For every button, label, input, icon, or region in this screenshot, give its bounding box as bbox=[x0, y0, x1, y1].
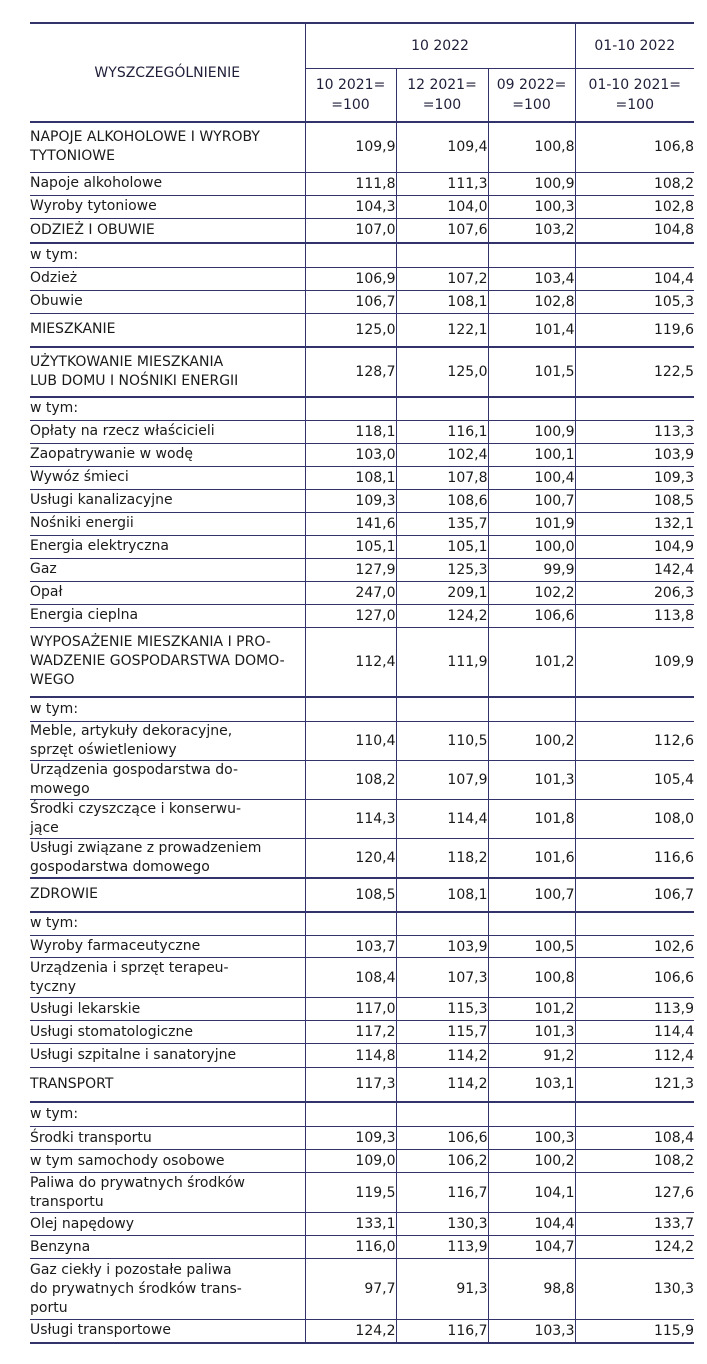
index-value-cell: 100,3 bbox=[488, 195, 575, 218]
index-value-cell: 102,6 bbox=[575, 936, 694, 958]
row-label: Gaz ciekły i pozostałe paliwa do prywatnych środków trans- portu bbox=[30, 1259, 305, 1320]
index-value-cell bbox=[305, 912, 396, 936]
table-row bbox=[30, 1173, 694, 1213]
table-row bbox=[30, 313, 694, 347]
index-value-cell: 100,0 bbox=[488, 535, 575, 558]
row-label: ZDROWIE bbox=[30, 878, 305, 912]
index-value-cell: 209,1 bbox=[396, 581, 488, 604]
index-value-cell: 104,4 bbox=[575, 267, 694, 290]
index-value-cell: 108,2 bbox=[305, 760, 396, 799]
index-value-cell bbox=[396, 697, 488, 721]
table-row bbox=[30, 1102, 694, 1127]
index-value-cell: 106,8 bbox=[575, 122, 694, 172]
row-label: Odzież bbox=[30, 267, 305, 290]
index-value-cell: 116,6 bbox=[575, 838, 694, 878]
index-value-cell: 103,4 bbox=[488, 267, 575, 290]
table-row bbox=[30, 558, 694, 581]
row-label: w tym: bbox=[30, 1102, 305, 1127]
index-value-cell: 101,3 bbox=[488, 760, 575, 799]
index-value-cell: 100,7 bbox=[488, 878, 575, 912]
index-value-cell: 117,2 bbox=[305, 1021, 396, 1044]
index-value-cell: 100,4 bbox=[488, 466, 575, 489]
table-row bbox=[30, 998, 694, 1021]
index-value-cell bbox=[488, 912, 575, 936]
index-value-cell bbox=[305, 243, 396, 267]
index-value-cell bbox=[488, 697, 575, 721]
index-value-cell: 127,6 bbox=[575, 1173, 694, 1213]
index-value-cell: 105,1 bbox=[305, 535, 396, 558]
label-column-header: WYSZCZEGÓLNIENIE bbox=[30, 23, 305, 122]
index-value-cell: 108,5 bbox=[575, 489, 694, 512]
index-value-cell: 100,7 bbox=[488, 489, 575, 512]
index-value-cell: 111,8 bbox=[305, 172, 396, 195]
index-value-cell: 109,3 bbox=[305, 1127, 396, 1150]
index-value-cell: 101,2 bbox=[488, 998, 575, 1021]
index-value-cell: 119,6 bbox=[575, 313, 694, 347]
table-row bbox=[30, 489, 694, 512]
index-value-cell: 122,5 bbox=[575, 347, 694, 397]
index-value-cell: 116,0 bbox=[305, 1236, 396, 1259]
group-header-cumulative: 01-10 2022 bbox=[575, 23, 694, 69]
index-value-cell: 102,8 bbox=[488, 290, 575, 313]
index-value-cell: 114,2 bbox=[396, 1044, 488, 1068]
row-label: Nośniki energii bbox=[30, 512, 305, 535]
index-value-cell: 107,6 bbox=[396, 218, 488, 243]
table-row bbox=[30, 267, 694, 290]
index-value-cell: 108,1 bbox=[396, 290, 488, 313]
index-value-cell: 108,1 bbox=[396, 878, 488, 912]
row-label: ODZIEŻ I OBUWIE bbox=[30, 218, 305, 243]
index-value-cell: 108,1 bbox=[305, 466, 396, 489]
index-value-cell: 106,7 bbox=[575, 878, 694, 912]
table-row bbox=[30, 535, 694, 558]
index-value-cell: 107,9 bbox=[396, 760, 488, 799]
index-value-cell: 117,0 bbox=[305, 998, 396, 1021]
index-value-cell: 105,3 bbox=[575, 290, 694, 313]
row-label: w tym: bbox=[30, 397, 305, 420]
index-value-cell: 135,7 bbox=[396, 512, 488, 535]
index-value-cell: 120,4 bbox=[305, 838, 396, 878]
index-value-cell: 103,7 bbox=[305, 936, 396, 958]
row-label: MIESZKANIE bbox=[30, 313, 305, 347]
table-row bbox=[30, 1127, 694, 1150]
index-value-cell: 108,0 bbox=[575, 799, 694, 838]
table-row bbox=[30, 912, 694, 936]
index-value-cell: 115,9 bbox=[575, 1320, 694, 1343]
index-value-cell bbox=[396, 912, 488, 936]
row-label: Środki czyszczące i konserwu- jące bbox=[30, 799, 305, 838]
row-label: Usługi związane z prowadzeniem gospodarstwa domowego bbox=[30, 838, 305, 878]
index-value-cell: 106,2 bbox=[396, 1150, 488, 1173]
row-label: Benzyna bbox=[30, 1236, 305, 1259]
index-value-cell: 101,4 bbox=[488, 313, 575, 347]
table-row bbox=[30, 1044, 694, 1068]
index-value-cell: 108,2 bbox=[575, 1150, 694, 1173]
index-value-cell: 109,3 bbox=[575, 466, 694, 489]
index-value-cell: 101,6 bbox=[488, 838, 575, 878]
row-label: Opał bbox=[30, 581, 305, 604]
table-row bbox=[30, 1021, 694, 1044]
table-row bbox=[30, 697, 694, 721]
index-value-cell bbox=[488, 1102, 575, 1127]
index-value-cell: 100,1 bbox=[488, 443, 575, 466]
row-label: UŻYTKOWANIE MIESZKANIA LUB DOMU I NOŚNIKI ENERGII bbox=[30, 347, 305, 397]
table-row bbox=[30, 581, 694, 604]
row-label: Urządzenia gospodarstwa do- mowego bbox=[30, 760, 305, 799]
index-value-cell: 111,9 bbox=[396, 627, 488, 697]
index-value-cell: 106,6 bbox=[575, 958, 694, 998]
index-value-cell: 109,9 bbox=[575, 627, 694, 697]
row-label: Usługi szpitalne i sanatoryjne bbox=[30, 1044, 305, 1068]
index-value-cell bbox=[305, 1102, 396, 1127]
row-label: Usługi transportowe bbox=[30, 1320, 305, 1343]
index-value-cell: 114,4 bbox=[396, 799, 488, 838]
index-value-cell bbox=[575, 397, 694, 420]
index-value-cell: 114,3 bbox=[305, 799, 396, 838]
row-label: TRANSPORT bbox=[30, 1068, 305, 1102]
index-value-cell: 100,2 bbox=[488, 1150, 575, 1173]
index-value-cell: 100,5 bbox=[488, 936, 575, 958]
index-value-cell: 106,6 bbox=[396, 1127, 488, 1150]
row-label: w tym: bbox=[30, 243, 305, 267]
index-value-cell: 124,2 bbox=[305, 1320, 396, 1343]
index-value-cell: 100,8 bbox=[488, 958, 575, 998]
index-value-cell: 108,6 bbox=[396, 489, 488, 512]
index-value-cell bbox=[575, 912, 694, 936]
table-row bbox=[30, 936, 694, 958]
index-value-cell: 101,2 bbox=[488, 627, 575, 697]
row-label: Wyroby tytoniowe bbox=[30, 195, 305, 218]
index-value-cell bbox=[396, 397, 488, 420]
table-row bbox=[30, 443, 694, 466]
table-row bbox=[30, 1236, 694, 1259]
price-index-table bbox=[30, 22, 694, 1344]
index-value-cell: 100,9 bbox=[488, 420, 575, 443]
index-value-cell: 124,2 bbox=[575, 1236, 694, 1259]
table-row bbox=[30, 760, 694, 799]
index-value-cell: 116,7 bbox=[396, 1173, 488, 1213]
row-label: Obuwie bbox=[30, 290, 305, 313]
index-value-cell: 100,9 bbox=[488, 172, 575, 195]
index-value-cell: 128,7 bbox=[305, 347, 396, 397]
index-value-cell: 104,1 bbox=[488, 1173, 575, 1213]
row-label: Gaz bbox=[30, 558, 305, 581]
index-value-cell: 132,1 bbox=[575, 512, 694, 535]
index-value-cell: 115,7 bbox=[396, 1021, 488, 1044]
index-value-cell: 133,7 bbox=[575, 1213, 694, 1236]
table-row bbox=[30, 1320, 694, 1343]
index-value-cell: 130,3 bbox=[575, 1259, 694, 1320]
index-value-cell: 108,4 bbox=[305, 958, 396, 998]
index-value-cell: 124,2 bbox=[396, 604, 488, 627]
index-value-cell: 91,3 bbox=[396, 1259, 488, 1320]
index-value-cell: 104,4 bbox=[488, 1213, 575, 1236]
index-value-cell: 130,3 bbox=[396, 1213, 488, 1236]
group-header-month: 10 2022 bbox=[305, 23, 575, 69]
table-row bbox=[30, 195, 694, 218]
index-value-cell: 107,0 bbox=[305, 218, 396, 243]
sub-header-cumulative-yoy: 01-10 2021= =100 bbox=[575, 69, 694, 123]
row-label: Opłaty na rzecz właścicieli bbox=[30, 420, 305, 443]
index-value-cell: 125,0 bbox=[396, 347, 488, 397]
index-value-cell: 121,3 bbox=[575, 1068, 694, 1102]
table-row bbox=[30, 347, 694, 397]
index-value-cell: 101,5 bbox=[488, 347, 575, 397]
index-value-cell: 108,5 bbox=[305, 878, 396, 912]
index-value-cell: 113,3 bbox=[575, 420, 694, 443]
index-value-cell: 102,2 bbox=[488, 581, 575, 604]
index-value-cell bbox=[488, 397, 575, 420]
index-value-cell: 114,4 bbox=[575, 1021, 694, 1044]
index-value-cell: 103,1 bbox=[488, 1068, 575, 1102]
table-row bbox=[30, 420, 694, 443]
index-value-cell: 206,3 bbox=[575, 581, 694, 604]
table-row bbox=[30, 958, 694, 998]
index-value-cell: 113,9 bbox=[396, 1236, 488, 1259]
index-value-cell: 105,4 bbox=[575, 760, 694, 799]
index-value-cell bbox=[305, 697, 396, 721]
row-label: Paliwa do prywatnych środków transportu bbox=[30, 1173, 305, 1213]
index-value-cell bbox=[575, 697, 694, 721]
row-label: w tym samochody osobowe bbox=[30, 1150, 305, 1173]
index-value-cell: 119,5 bbox=[305, 1173, 396, 1213]
index-value-cell: 106,6 bbox=[488, 604, 575, 627]
index-value-cell: 103,2 bbox=[488, 218, 575, 243]
index-value-cell: 106,9 bbox=[305, 267, 396, 290]
index-value-cell: 97,7 bbox=[305, 1259, 396, 1320]
index-value-cell: 112,4 bbox=[575, 1044, 694, 1068]
index-value-cell: 109,0 bbox=[305, 1150, 396, 1173]
table-row bbox=[30, 878, 694, 912]
index-value-cell bbox=[488, 243, 575, 267]
row-label: Usługi lekarskie bbox=[30, 998, 305, 1021]
table-row bbox=[30, 799, 694, 838]
index-value-cell: 142,4 bbox=[575, 558, 694, 581]
row-label: Energia cieplna bbox=[30, 604, 305, 627]
index-value-cell: 127,9 bbox=[305, 558, 396, 581]
index-value-cell: 104,3 bbox=[305, 195, 396, 218]
sub-header-mom: 09 2022= =100 bbox=[488, 69, 575, 123]
row-label: WYPOSAŻENIE MIESZKANIA I PRO- WADZENIE GOSPODARSTWA DOMO- WEGO bbox=[30, 627, 305, 697]
row-label: Wyroby farmaceutyczne bbox=[30, 936, 305, 958]
index-value-cell: 110,4 bbox=[305, 721, 396, 760]
row-label: w tym: bbox=[30, 912, 305, 936]
index-value-cell: 116,7 bbox=[396, 1320, 488, 1343]
index-value-cell bbox=[575, 1102, 694, 1127]
index-value-cell: 110,5 bbox=[396, 721, 488, 760]
index-value-cell: 109,4 bbox=[396, 122, 488, 172]
row-label: Meble, artykuły dekoracyjne, sprzęt oświetleniowy bbox=[30, 721, 305, 760]
index-value-cell: 116,1 bbox=[396, 420, 488, 443]
row-label: Energia elektryczna bbox=[30, 535, 305, 558]
table-row bbox=[30, 1150, 694, 1173]
index-value-cell bbox=[396, 243, 488, 267]
table-row bbox=[30, 627, 694, 697]
index-value-cell: 107,3 bbox=[396, 958, 488, 998]
index-value-cell: 100,8 bbox=[488, 122, 575, 172]
index-value-cell: 118,2 bbox=[396, 838, 488, 878]
table-row bbox=[30, 1068, 694, 1102]
index-value-cell: 98,8 bbox=[488, 1259, 575, 1320]
index-value-cell: 108,2 bbox=[575, 172, 694, 195]
index-value-cell: 102,4 bbox=[396, 443, 488, 466]
index-value-cell: 113,9 bbox=[575, 998, 694, 1021]
row-label: Napoje alkoholowe bbox=[30, 172, 305, 195]
index-value-cell: 103,3 bbox=[488, 1320, 575, 1343]
index-value-cell: 115,3 bbox=[396, 998, 488, 1021]
table-row bbox=[30, 512, 694, 535]
index-value-cell: 107,8 bbox=[396, 466, 488, 489]
index-value-cell: 122,1 bbox=[396, 313, 488, 347]
index-value-cell: 112,4 bbox=[305, 627, 396, 697]
index-value-cell: 133,1 bbox=[305, 1213, 396, 1236]
table-row bbox=[30, 122, 694, 172]
index-value-cell: 103,0 bbox=[305, 443, 396, 466]
table-row bbox=[30, 218, 694, 243]
table-row bbox=[30, 604, 694, 627]
index-value-cell: 105,1 bbox=[396, 535, 488, 558]
index-value-cell: 101,3 bbox=[488, 1021, 575, 1044]
row-label: Urządzenia i sprzęt terapeu- tyczny bbox=[30, 958, 305, 998]
row-label: Olej napędowy bbox=[30, 1213, 305, 1236]
sub-header-yoy: 10 2021= =100 bbox=[305, 69, 396, 123]
index-value-cell: 104,8 bbox=[575, 218, 694, 243]
table-row bbox=[30, 466, 694, 489]
row-label: Zaopatrywanie w wodę bbox=[30, 443, 305, 466]
index-value-cell: 100,2 bbox=[488, 721, 575, 760]
index-value-cell: 111,3 bbox=[396, 172, 488, 195]
row-label: Usługi stomatologiczne bbox=[30, 1021, 305, 1044]
row-label: NAPOJE ALKOHOLOWE I WYROBY TYTONIOWE bbox=[30, 122, 305, 172]
index-value-cell: 125,0 bbox=[305, 313, 396, 347]
index-value-cell: 108,4 bbox=[575, 1127, 694, 1150]
index-value-cell: 114,8 bbox=[305, 1044, 396, 1068]
index-value-cell: 104,9 bbox=[575, 535, 694, 558]
row-label: Wywóz śmieci bbox=[30, 466, 305, 489]
index-value-cell: 117,3 bbox=[305, 1068, 396, 1102]
index-value-cell bbox=[575, 243, 694, 267]
table-row bbox=[30, 838, 694, 878]
index-value-cell: 102,8 bbox=[575, 195, 694, 218]
index-value-cell: 127,0 bbox=[305, 604, 396, 627]
row-label: Środki transportu bbox=[30, 1127, 305, 1150]
table-row bbox=[30, 397, 694, 420]
index-value-cell: 112,6 bbox=[575, 721, 694, 760]
index-value-cell bbox=[396, 1102, 488, 1127]
table-row bbox=[30, 290, 694, 313]
table-row bbox=[30, 243, 694, 267]
index-value-cell: 114,2 bbox=[396, 1068, 488, 1102]
index-value-cell: 99,9 bbox=[488, 558, 575, 581]
index-value-cell: 247,0 bbox=[305, 581, 396, 604]
index-value-cell: 107,2 bbox=[396, 267, 488, 290]
index-value-cell: 118,1 bbox=[305, 420, 396, 443]
index-value-cell: 100,3 bbox=[488, 1127, 575, 1150]
index-value-cell: 91,2 bbox=[488, 1044, 575, 1068]
index-value-cell bbox=[305, 397, 396, 420]
row-label: Usługi kanalizacyjne bbox=[30, 489, 305, 512]
row-label: w tym: bbox=[30, 697, 305, 721]
index-value-cell: 141,6 bbox=[305, 512, 396, 535]
index-value-cell: 113,8 bbox=[575, 604, 694, 627]
index-value-cell: 101,8 bbox=[488, 799, 575, 838]
index-value-cell: 101,9 bbox=[488, 512, 575, 535]
index-value-cell: 104,0 bbox=[396, 195, 488, 218]
index-value-cell: 106,7 bbox=[305, 290, 396, 313]
index-value-cell: 104,7 bbox=[488, 1236, 575, 1259]
table-row bbox=[30, 1259, 694, 1320]
index-value-cell: 103,9 bbox=[575, 443, 694, 466]
index-value-cell: 125,3 bbox=[396, 558, 488, 581]
index-value-cell: 103,9 bbox=[396, 936, 488, 958]
table-row bbox=[30, 721, 694, 760]
table-row bbox=[30, 1213, 694, 1236]
table-row bbox=[30, 172, 694, 195]
index-value-cell: 109,9 bbox=[305, 122, 396, 172]
sub-header-vs-december: 12 2021= =100 bbox=[396, 69, 488, 123]
index-value-cell: 109,3 bbox=[305, 489, 396, 512]
